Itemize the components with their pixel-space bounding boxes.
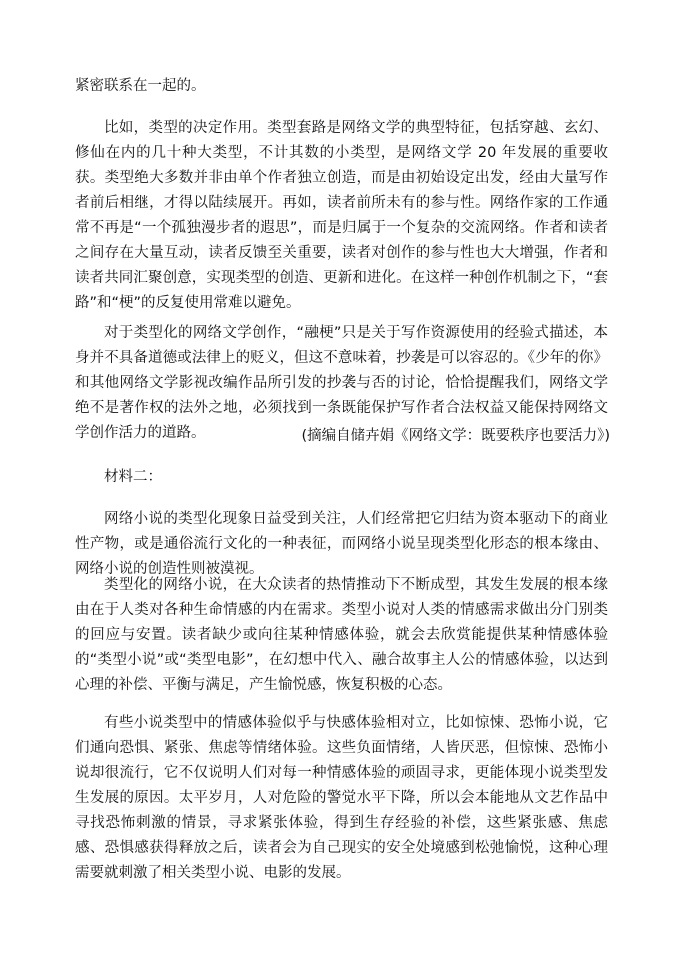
material-two-label: 材料二： [104, 469, 162, 485]
paragraph-thriller-horror: 有些小说类型中的情感体验似乎与快感体验相对立，比如惊悚、恐怖小说，它们通向恐惧、紧张、焦虑等情绪体验。这些负面情绪，人皆厌恶，但惊悚、恐怖小说却很流行，它不仅说明人们对每一种情感体验的顽固寻求，更能体现小说类型发生发展的原因。太平岁月，人对危险的警觉水平下降，所以会本能地从文艺作品中寻找恐怖刺激的情景，寻求紧张体验，得到生存经验的补偿，这些紧张感、焦虑感、恐惧感获得释放之后，读者会为自己现实的安全处境感到松弛愉悦，这种心理需要就刺激了相关类型小说、电影的发展。 [75, 715, 608, 881]
paragraph-rongeng-discussion: 对于类型化的网络文学创作，“融梗”只是关于写作资源使用的经验式描述，本身并不具备道德或法律上的贬义，但这不意味着，抄袭是可以容忍的。《少年的你》和其他网络文学影视改编作品所引发的抄袭与否的讨论，恰恰提醒我们，网络文学绝不是著作权的法外之地，必须找到一条既能保护写作者合法权益又能保持网络文学创作活力的道路。 [75, 325, 608, 441]
paragraph-typification-attention: 网络小说的类型化现象日益受到关注，人们经常把它归结为资本驱动下的商业性产物，或是通俗流行文化的一种表征，而网络小说呈现类型化形态的根本缘由、网络小说的创造性则被漠视。 [75, 511, 608, 577]
paragraph-emotional-needs: 类型化的网络小说，在大众读者的热情推动下不断成型，其发生发展的根本缘由在于人类对各种生命情感的内在需求。类型小说对人类的情感需求做出分门别类的回应与安置。读者缺少或向往某种情感体验，就会去欣赏能提供某种情感体验的“类型小说”或“类型电影”，在幻想中代入、融合故事主人公的情感体验，以达到心理的补偿、平衡与满足，产生愉悦感，恢复积极的心态。 [75, 577, 608, 693]
source-citation: (摘编自储卉娟《网络文学：既要秩序也要活力》) [301, 428, 610, 444]
paragraph-continuation: 紧密联系在一起的。 [75, 78, 206, 94]
paragraph-type-decisive-role: 比如，类型的决定作用。类型套路是网络文学的典型特征，包括穿越、玄幻、修仙在内的几十种大类型，不计其数的小类型，是网络文学 20 年发展的重要收获。类型绝大多数并非由单个作者独立创造，而是由初始设定出发，经由大量写作者前后相继，才得以陆续展开。再如，读者前所未有的参与性。网络作家的工作通常不再是“一个孤独漫步者的遐思”，而是归属于一个复杂的交流网络。作者和读者之间存在大量互动，读者反馈至关重要，读者对创作的参与性也大大增强，作者和读者共同汇聚创意，实现类型的创造、更新和进化。在这样一种创作机制之下，“套路”和“梗”的反复使用常难以避免。 [75, 120, 608, 311]
